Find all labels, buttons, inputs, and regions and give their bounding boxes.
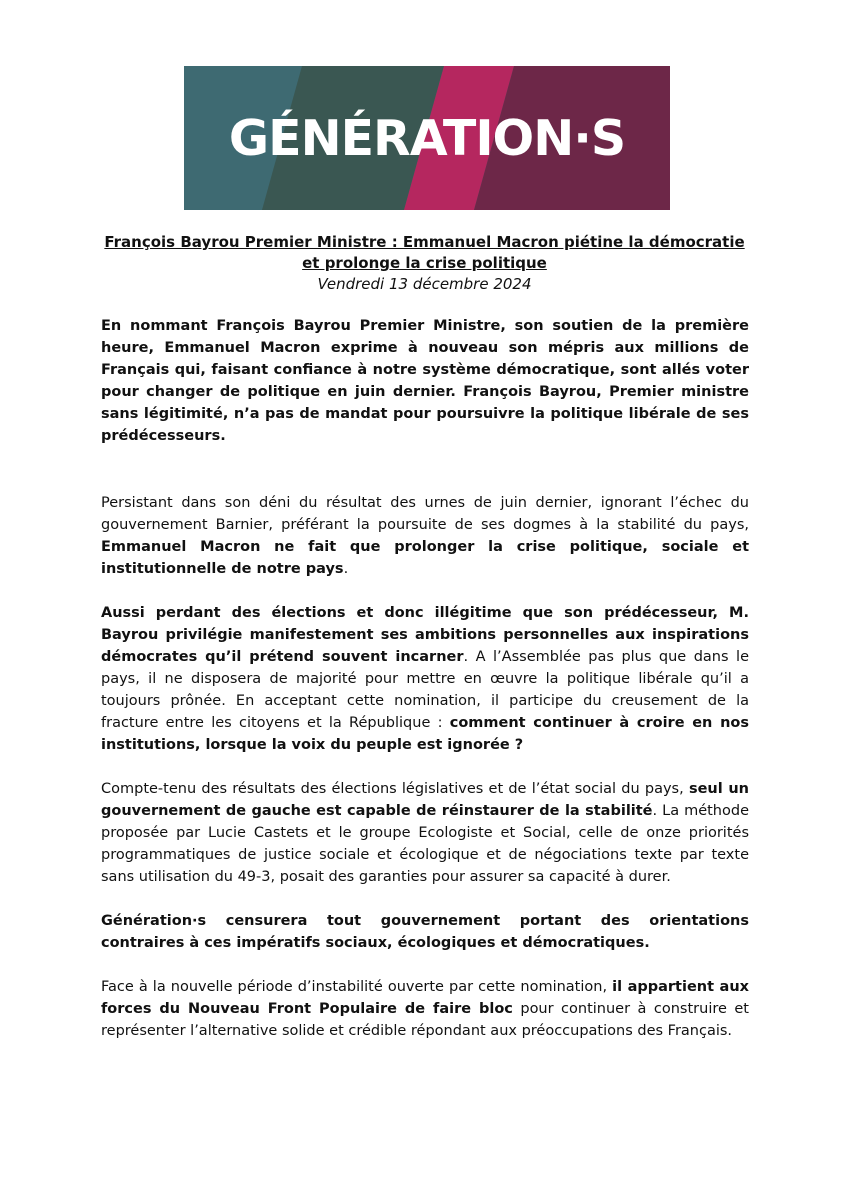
generations-logo-banner — [184, 66, 670, 210]
paragraph-2 — [101, 602, 749, 756]
title-line-2: et prolonge la crise politique — [302, 254, 547, 272]
paragraph-5-end: pour continuer à construire et représenter l’alternative solide et crédible répondant aux préoccupations des Français. — [101, 1001, 749, 1039]
paragraph-2-emphasis: Aussi perdant des élections et donc illégitime que son prédécesseur, M. Bayrou privilégie manifestement ses ambitions personnelles aux inspirations démocrates qu’il prétend souvent incarner — [101, 605, 749, 665]
paragraph-5 — [101, 976, 749, 1042]
paragraph-1-text: Persistant dans son déni du résultat des urnes de juin dernier, ignorant l’échec du gouvernement Barnier, préférant la poursuite de ses dogmes à la stabilité du pays, — [101, 495, 749, 533]
paragraph-2-text: . A l’Assemblée pas plus que dans le pays, il ne disposera de majorité pour mettre en œuvre la politique libérale qu’il a toujours prônée. En acceptant cette nomination, il participe du creusement de la fracture entre les citoyens et la République : — [101, 649, 749, 731]
paragraph-1-end: . — [343, 561, 349, 577]
title-line-1: François Bayrou Premier Ministre : Emmanuel Macron piétine la démocratie — [104, 233, 745, 251]
paragraph-5-emphasis: il appartient aux forces du Nouveau Front Populaire de faire bloc — [101, 979, 749, 1017]
paragraph-4: Génération·s censurera tout gouvernement portant des orientations contraires à ces impératifs sociaux, écologiques et démocratiques. — [101, 913, 749, 951]
paragraph-3-text: Compte-tenu des résultats des élections législatives et de l’état social du pays, — [101, 781, 689, 797]
paragraph-3-end: . La méthode proposée par Lucie Castets et le groupe Ecologiste et Social, celle de onze priorités programmatiques de justice sociale et écologique et de négociations texte par texte sans utilisation du 49-3, posait des garanties pour assurer sa capacité à durer. — [101, 803, 749, 885]
logo-text: GÉNÉRATION·S — [228, 109, 626, 167]
release-date: Vendredi 13 décembre 2024 — [317, 275, 532, 293]
paragraph-3-emphasis: seul un gouvernement de gauche est capable de réinstaurer de la stabilité — [101, 781, 749, 819]
paragraph-2-question: comment continuer à croire en nos institutions, lorsque la voix du peuple est ignorée ? — [101, 715, 749, 753]
lead-paragraph: En nommant François Bayrou Premier Ministre, son soutien de la première heure, Emmanuel Macron exprime à nouveau son mépris aux millions de Français qui, faisant confiance à notre système démocratique, sont allés voter pour changer de politique en juin dernier. François Bayrou, Premier ministre sans légitimité, n’a pas de mandat pour poursuivre la politique libérale de ses prédécesseurs. — [101, 318, 749, 444]
paragraph-5-text: Face à la nouvelle période d’instabilité ouverte par cette nomination, — [101, 979, 613, 995]
paragraph-1 — [101, 492, 749, 580]
paragraph-3 — [101, 778, 749, 888]
press-release-body — [101, 315, 749, 1064]
press-release-heading — [60, 232, 789, 295]
paragraph-1-emphasis: Emmanuel Macron ne fait que prolonger la crise politique, sociale et institutionnelle de notre pays — [101, 539, 749, 577]
